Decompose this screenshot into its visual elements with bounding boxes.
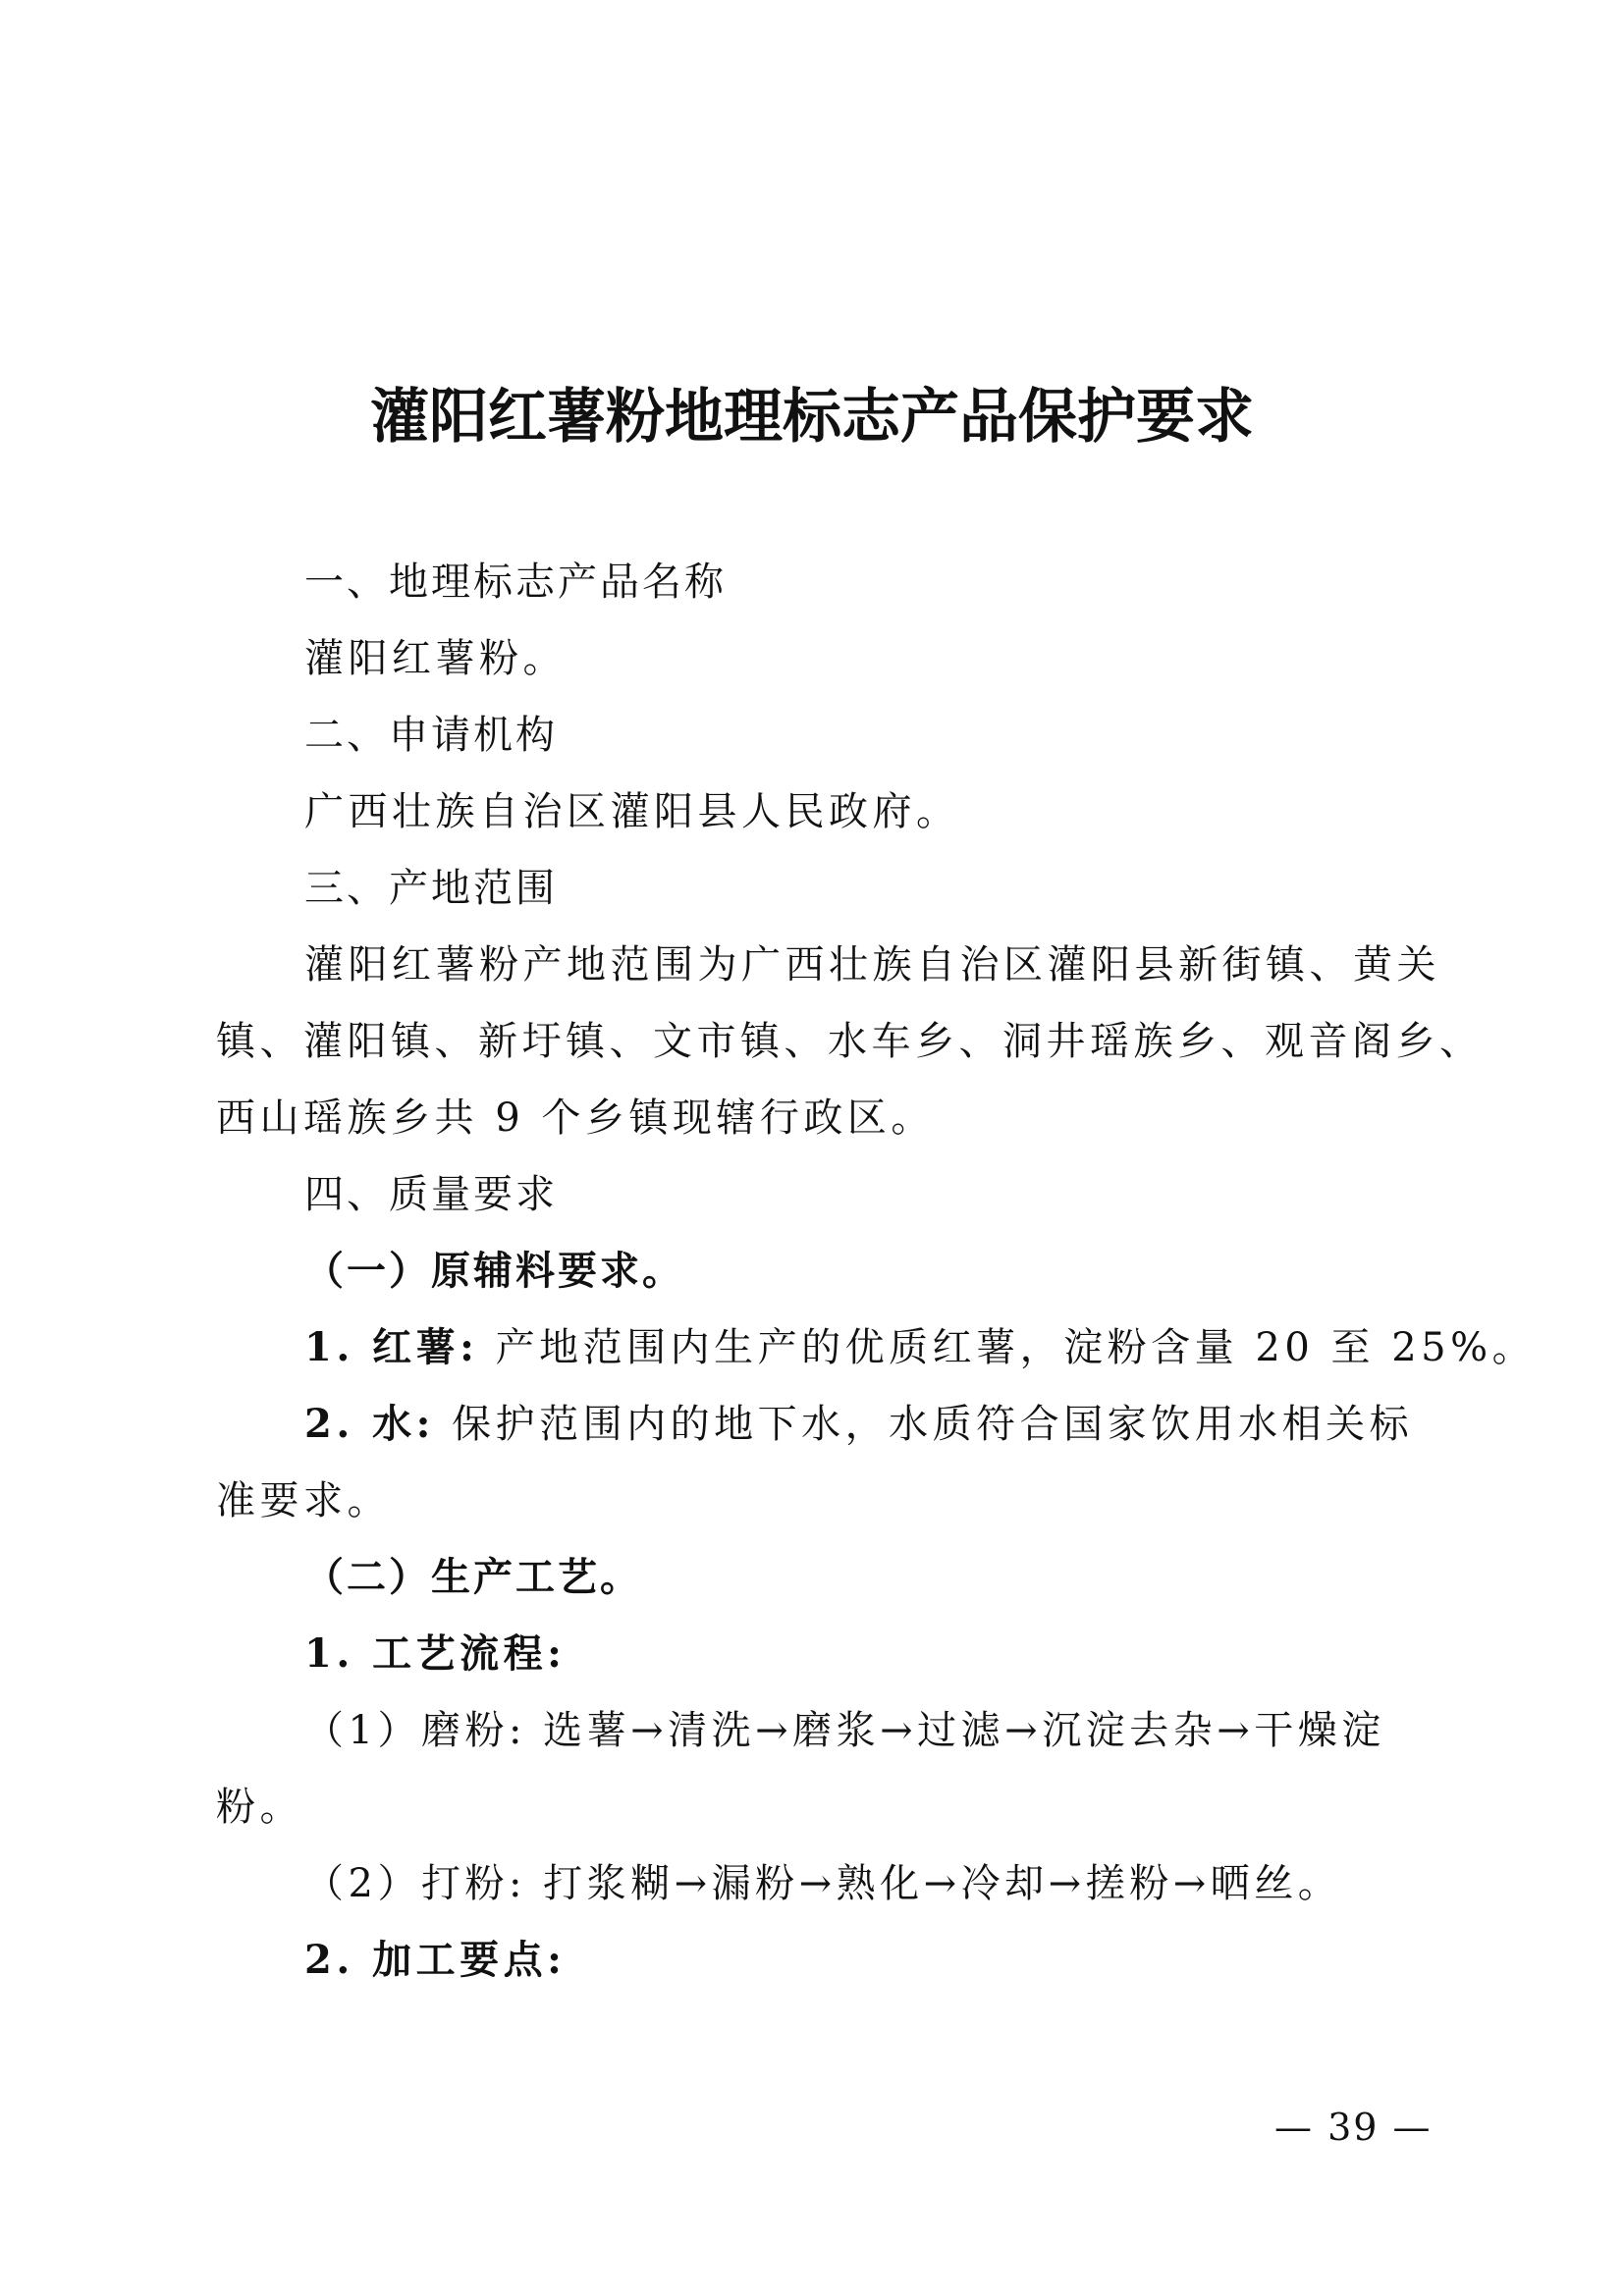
subsection-heading-process: （二）生产工艺。 <box>304 1554 642 1600</box>
section-body-3-line1: 灌阳红薯粉产地范围为广西壮族自治区灌阳县新街镇、黄关 <box>304 942 1440 988</box>
item-water-label: 2. 水: <box>304 1401 435 1447</box>
item-water-text-line2: 准要求。 <box>216 1478 391 1523</box>
section-heading-4: 四、质量要求 <box>304 1172 558 1217</box>
item-water <box>304 1397 1413 1452</box>
section-body-2: 广西壮族自治区灌阳县人民政府。 <box>304 789 960 834</box>
item-sweet-potato-label: 1. 红薯: <box>304 1324 479 1370</box>
processing-key-points-label: 2. 加工要点: <box>304 1937 567 1983</box>
process-step-2: （2）打粉: 打浆糊→漏粉→熟化→冷却→搓粉→晒丝。 <box>304 1861 1342 1906</box>
subsection-heading-raw-materials: （一）原辅料要求。 <box>304 1248 684 1294</box>
process-flow-label: 1. 工艺流程: <box>304 1630 567 1677</box>
process-step-1-line1: （1）磨粉: 选薯→清洗→磨浆→过滤→沉淀去杂→干燥淀 <box>304 1708 1385 1753</box>
process-step-1-line2: 粉。 <box>216 1785 303 1830</box>
section-body-3-line2: 镇、灌阳镇、新圩镇、文市镇、水车乡、洞井瑶族乡、观音阁乡、 <box>216 1019 1484 1064</box>
section-heading-3: 三、产地范围 <box>304 866 558 911</box>
page-number: — 39 — <box>1274 2106 1433 2149</box>
document-title: 灌阳红薯粉地理标志产品保护要求 <box>370 383 1254 452</box>
section-body-1: 灌阳红薯粉。 <box>304 636 567 681</box>
item-sweet-potato-text: 产地范围内生产的优质红薯，淀粉含量 20 至 25%。 <box>478 1325 1537 1370</box>
section-heading-1: 一、地理标志产品名称 <box>304 560 727 605</box>
section-body-3-line3: 西山瑶族乡共 9 个乡镇现辖行政区。 <box>216 1095 935 1141</box>
section-heading-2: 二、申请机构 <box>304 713 558 758</box>
item-water-text-line1: 保护范围内的地下水，水质符合国家饮用水相关标 <box>434 1402 1414 1447</box>
item-sweet-potato <box>304 1320 1536 1375</box>
